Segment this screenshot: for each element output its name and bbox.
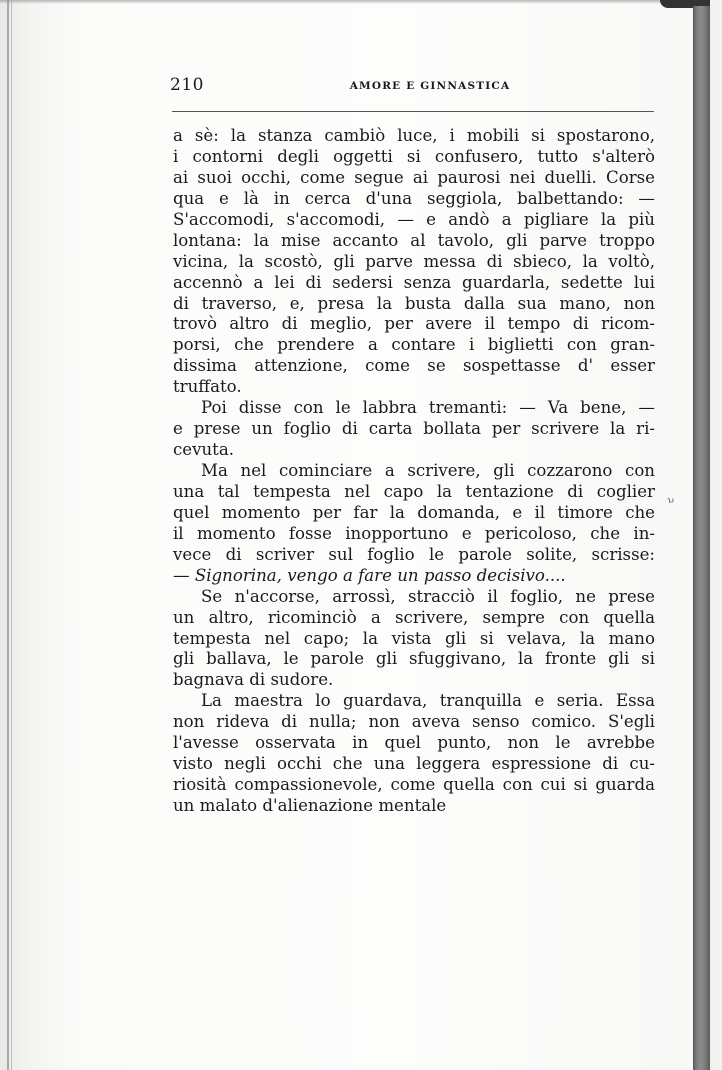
text-line: bagnava di sudore.: [173, 670, 334, 690]
text-line: visto negli occhi che una leggera espressione di cu-: [173, 754, 655, 774]
text-line: cevuta.: [173, 440, 235, 460]
text-line: gli ballava, le parole gli sfuggivano, la fronte gli si: [173, 649, 655, 669]
running-title: AMORE E GINNASTICA: [349, 80, 511, 92]
text-line: — Signorina, vengo a fare un passo decisivo....: [173, 565, 566, 585]
paragraph-first-line: Ma nel cominciare a scrivere, gli cozzarono con: [201, 461, 655, 480]
ink-mark: ı٫: [666, 494, 676, 506]
paragraph-first-line: Poi disse con le labbra tremanti: — Va bene, —: [201, 398, 655, 418]
text-line: quel momento per far la domanda, e il timore che: [173, 502, 655, 522]
text-line: tempesta nel capo; la vista gli si velava, la mano: [173, 628, 655, 648]
text-line: una tal tempesta nel capo la tentazione di coglier: [173, 481, 655, 501]
paragraph-first-line: La maestra lo guardava, tranquilla e seria. Essa: [201, 691, 655, 711]
text-line: l'avesse osservata in quel punto, non le avrebbe: [173, 733, 655, 753]
text-line: porsi, che prendere a contare i biglietti con gran-: [173, 335, 655, 355]
text-line: i contorni degli oggetti si confusero, tutto s'alterò: [173, 146, 655, 166]
page-edge-line: [7, 0, 9, 1070]
text-line: dissima attenzione, come se sospettasse d' esser: [173, 356, 655, 376]
text-line: un altro, ricominciò a scrivere, sempre con quella: [173, 607, 655, 627]
body-text: [173, 126, 655, 817]
facing-page-edge: [710, 0, 722, 1070]
text-line: ai suoi occhi, come segue ai paurosi nei duelli. Corse: [173, 167, 655, 187]
text-line: e prese un foglio di carta bollata per scrivere la ri-: [173, 419, 655, 439]
book-gutter: [693, 6, 710, 1070]
text-line: lontana: la mise accanto al tavolo, gli parve troppo: [173, 230, 655, 250]
text-line: non rideva di nulla; non aveva senso comico. S'egli: [173, 712, 655, 732]
text-line: a sè: la stanza cambiò luce, i mobili si spostarono,: [173, 126, 655, 145]
page-edge-line: [11, 0, 12, 1070]
text-line: un malato d'alienazione mentale: [173, 796, 447, 815]
header-rule: [172, 111, 654, 112]
text-line: vicina, la scostò, gli parve messa di sbieco, la voltò,: [173, 251, 655, 271]
text-line: S'accomodi, s'accomodi, — e andò a pigliare la più: [173, 209, 655, 229]
text-line: trovò altro di meglio, per avere il tempo di ricom-: [173, 314, 655, 334]
text-line: truffato.: [173, 377, 242, 397]
paragraph-first-line: Se n'accorse, arrossì, stracciò il foglio, ne prese: [201, 586, 655, 606]
text-line: accennò a lei di sedersi senza guardarla, sedette lui: [173, 272, 655, 292]
page-top-shadow: [0, 0, 722, 4]
text-line: il momento fosse inopportuno e pericoloso, che in-: [173, 523, 655, 543]
page-number: 210: [170, 75, 204, 95]
text-line: riosità compassionevole, come quella con cui si guarda: [173, 775, 655, 795]
text-line: vece di scriver sul foglio le parole solite, scrisse:: [173, 544, 655, 564]
text-line: di traverso, e, presa la busta dalla sua mano, non: [173, 293, 655, 313]
text-line: qua e là in cerca d'una seggiola, balbettando: —: [173, 188, 655, 208]
